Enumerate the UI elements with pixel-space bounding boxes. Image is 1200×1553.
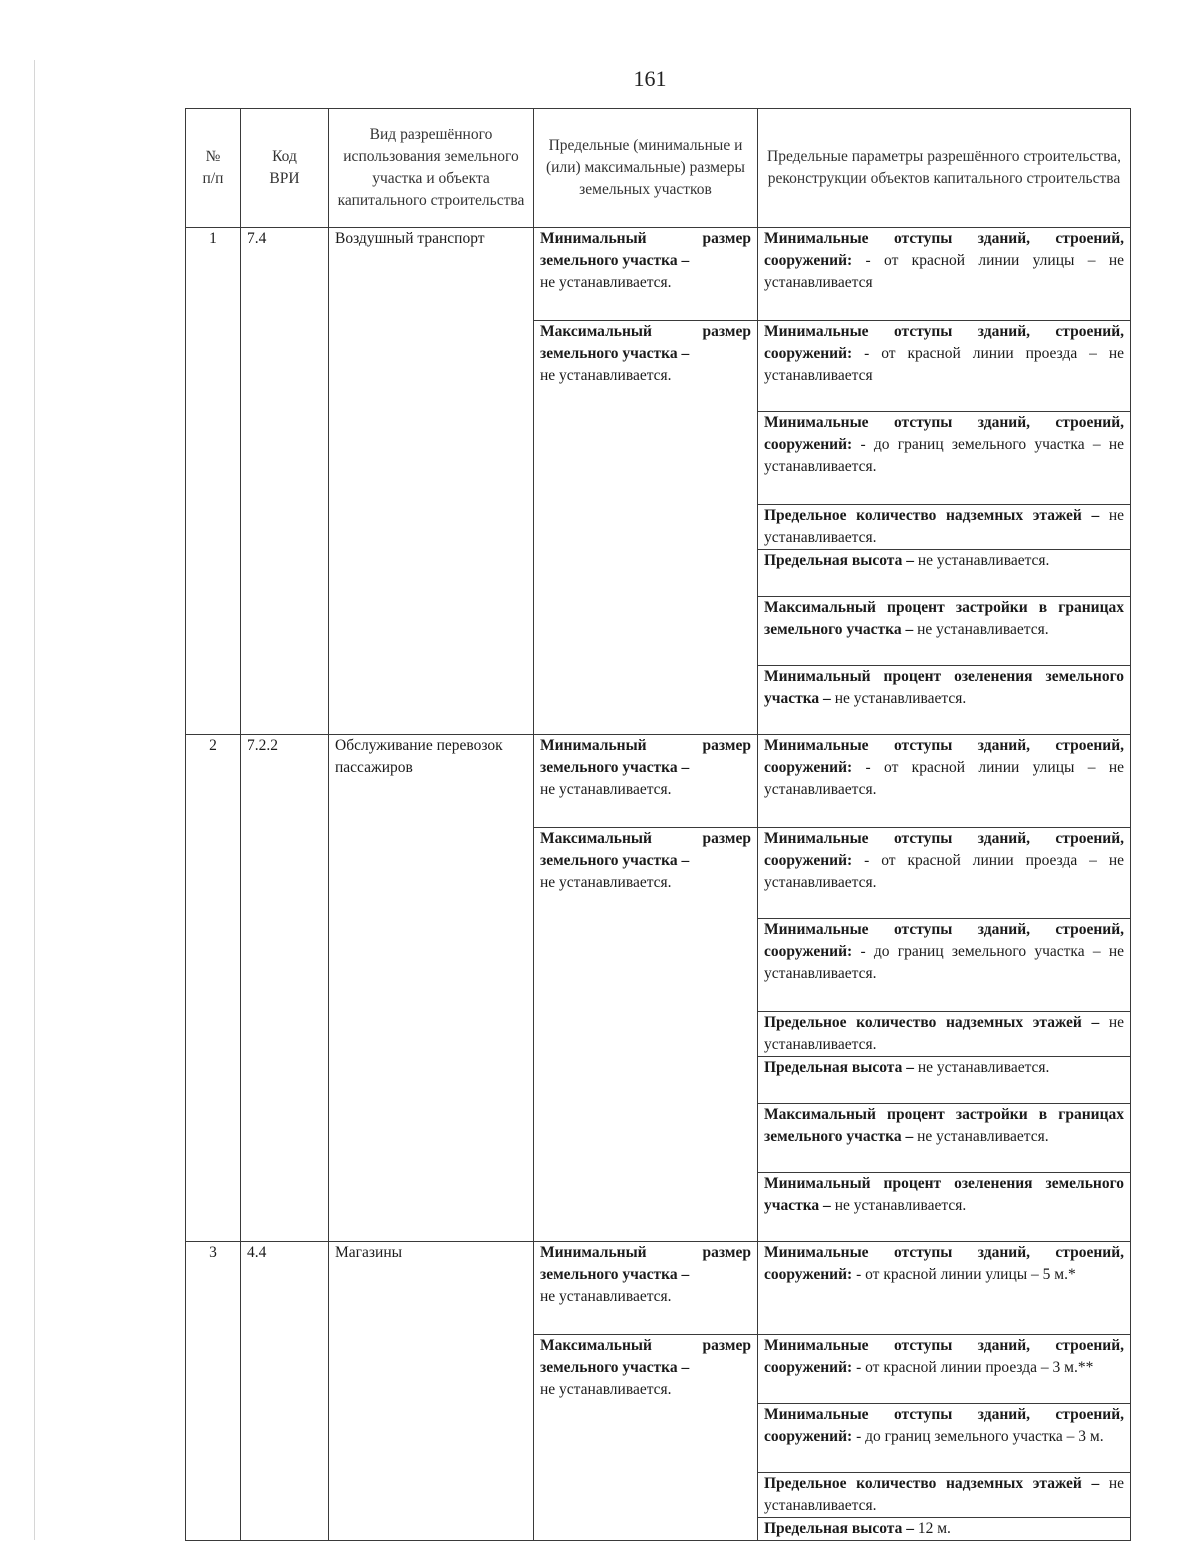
row-code: 7.4 (241, 228, 329, 735)
table-row (186, 1242, 1131, 1335)
param-title: Минимальные отступы зданий, строений, сооружений: (764, 414, 1124, 453)
build-parameter (758, 1104, 1131, 1173)
build-parameter (758, 505, 1131, 550)
build-parameter (758, 1473, 1131, 1518)
table-row (186, 228, 1131, 321)
param-value: - от красной линии проезда – не устанавливается. (764, 852, 1124, 891)
param-title: Максимальный процент застройки в границах земельного участка – (764, 599, 1124, 638)
param-value: не устанавливается. (834, 690, 967, 707)
param-value: не устанавливается. (764, 507, 1125, 546)
param-value: не устанавливается. (834, 1197, 967, 1214)
min-plot-size (534, 735, 758, 828)
build-parameter (758, 735, 1131, 828)
min-size-value: не устанавливается. (540, 274, 672, 291)
param-title: Минимальный процент озеленения земельного участка – (764, 668, 1124, 707)
param-value: - от красной линии улицы – не устанавливается. (764, 759, 1124, 798)
max-size-value: не устанавливается. (540, 874, 672, 891)
header-use-type: Вид разрешённого использования земельного участка и объекта капитального строительства (329, 109, 534, 228)
min-plot-size (534, 1242, 758, 1335)
param-title: Предельная высота – (764, 1059, 914, 1076)
build-parameter (758, 597, 1131, 666)
param-value: не устанавливается. (764, 1014, 1125, 1053)
table-row (186, 735, 1131, 828)
row-number: 1 (186, 228, 241, 735)
build-parameter (758, 1173, 1131, 1242)
build-parameter (758, 1518, 1131, 1541)
param-value: - от красной линии улицы – 5 м.* (856, 1266, 1076, 1283)
max-size-title: Максимальный размер земельного участка – (540, 1337, 751, 1376)
param-title: Минимальный процент озеленения земельного участка – (764, 1175, 1124, 1214)
param-title: Предельное количество надземных этажей – (764, 507, 1100, 524)
param-title: Максимальный процент застройки в границах земельного участка – (764, 1106, 1124, 1145)
param-value: не устанавливается. (917, 1128, 1049, 1145)
param-value: - от красной линии проезда – не устанавливается (764, 345, 1124, 384)
param-value: 12 м. (917, 1520, 951, 1537)
scan-edge-line (34, 60, 35, 1540)
row-code: 7.2.2 (241, 735, 329, 1242)
max-plot-size (534, 1335, 758, 1541)
param-value: - от красной линии улицы – не устанавливается (764, 252, 1124, 291)
param-value: - до границ земельного участка – не устанавливается. (764, 436, 1125, 475)
table-body (186, 228, 1131, 1541)
build-parameter (758, 919, 1131, 1012)
max-plot-size (534, 321, 758, 735)
param-title: Предельная высота – (764, 1520, 914, 1537)
build-parameter (758, 1335, 1131, 1404)
param-title: Минимальные отступы зданий, строений, сооружений: (764, 830, 1124, 869)
table-header-row (186, 109, 1131, 228)
max-size-title: Максимальный размер земельного участка – (540, 323, 751, 362)
build-parameter (758, 666, 1131, 735)
param-title: Минимальные отступы зданий, строений, сооружений: (764, 323, 1124, 362)
row-number: 3 (186, 1242, 241, 1541)
param-title: Минимальные отступы зданий, строений, сооружений: (764, 1244, 1124, 1283)
param-title: Предельная высота – (764, 552, 914, 569)
max-plot-size (534, 828, 758, 1242)
param-value: - до границ земельного участка – не устанавливается. (764, 943, 1125, 982)
param-title: Предельное количество надземных этажей – (764, 1014, 1100, 1031)
min-size-value: не устанавливается. (540, 1288, 672, 1305)
row-use-type: Магазины (329, 1242, 534, 1541)
header-number: № п/п (186, 109, 241, 228)
param-title: Предельное количество надземных этажей – (764, 1475, 1100, 1492)
build-parameter (758, 828, 1131, 919)
max-size-value: не устанавливается. (540, 367, 672, 384)
param-title: Минимальные отступы зданий, строений, сооружений: (764, 1337, 1124, 1376)
param-value: не устанавливается. (917, 1059, 1050, 1076)
max-size-value: не устанавливается. (540, 1381, 672, 1398)
min-size-title: Минимальный размер земельного участка – (540, 230, 751, 269)
param-value: не устанавливается. (917, 621, 1049, 638)
header-code: Код ВРИ (241, 109, 329, 228)
row-use-type: Обслуживание перевозок пассажиров (329, 735, 534, 1242)
min-plot-size (534, 228, 758, 321)
param-value: - от красной линии проезда – 3 м.** (856, 1359, 1094, 1376)
max-size-title: Максимальный размер земельного участка – (540, 830, 751, 869)
min-size-title: Минимальный размер земельного участка – (540, 737, 751, 776)
page-number: 161 (633, 66, 667, 91)
build-parameter (758, 412, 1131, 505)
build-parameter (758, 550, 1131, 597)
build-parameter (758, 1012, 1131, 1057)
build-parameter (758, 1404, 1131, 1473)
min-size-title: Минимальный размер земельного участка – (540, 1244, 751, 1283)
build-parameter (758, 228, 1131, 321)
param-title: Минимальные отступы зданий, строений, сооружений: (764, 921, 1124, 960)
min-size-value: не устанавливается. (540, 781, 672, 798)
build-parameter (758, 1057, 1131, 1104)
row-code: 4.4 (241, 1242, 329, 1541)
build-parameter (758, 321, 1131, 412)
param-value: не устанавливается. (764, 1475, 1125, 1514)
param-title: Минимальные отступы зданий, строений, сооружений: (764, 230, 1124, 269)
header-build-params: Предельные параметры разрешённого строительства, реконструкции объектов капитального строительства (758, 109, 1131, 228)
param-value: - до границ земельного участка – 3 м. (856, 1428, 1104, 1445)
land-use-table (185, 108, 1131, 1541)
param-title: Минимальные отступы зданий, строений, сооружений: (764, 1406, 1124, 1445)
param-title: Минимальные отступы зданий, строений, сооружений: (764, 737, 1124, 776)
row-number: 2 (186, 735, 241, 1242)
header-plot-sizes: Предельные (минимальные и (или) максимальные) размеры земельных участков (534, 109, 758, 228)
build-parameter (758, 1242, 1131, 1335)
param-value: не устанавливается. (917, 552, 1050, 569)
row-use-type: Воздушный транспорт (329, 228, 534, 735)
